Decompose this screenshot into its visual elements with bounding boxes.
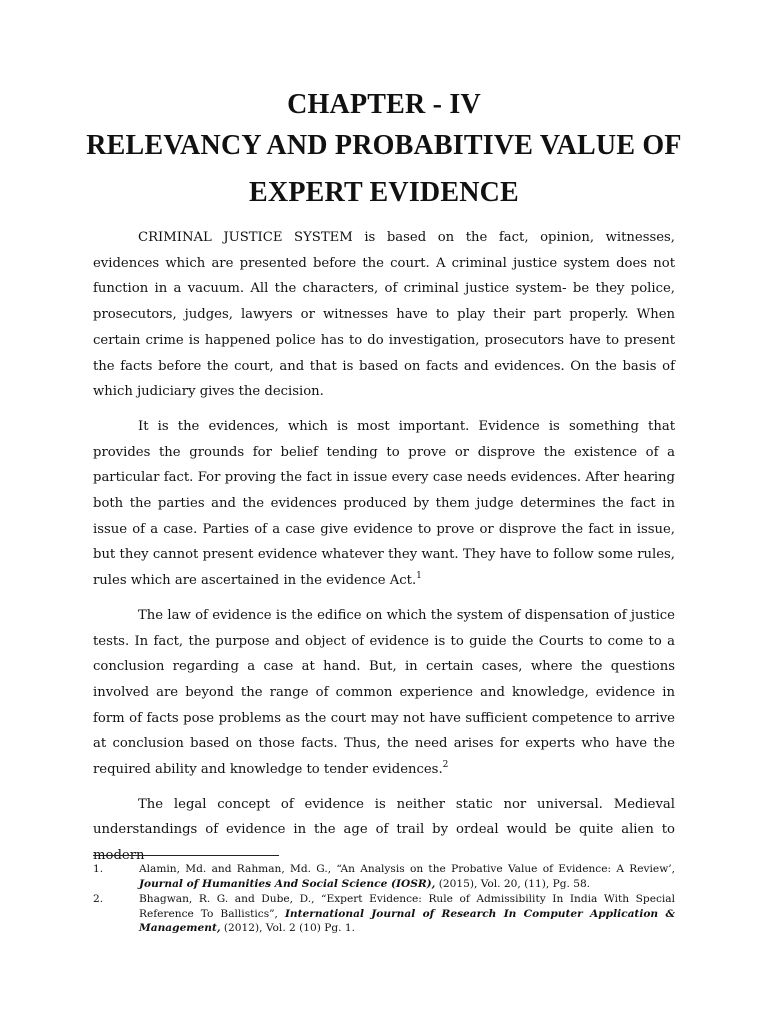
paragraph-text: It is the evidences, which is most important. Evidence is something that provides the grounds for belief tending to prove or disprove the existence of a particular fact. For proving the fact in issue every case needs evidences. After hearing both the parties and the evidences produced by them judge determines the fact in issue of a case. Parties of a case give evidence to prove or disprove the fact in issue, but they cannot present evidence whatever they want. They have to follow some rules, rules which are ascertained in the evidence Act. bbox=[93, 418, 675, 589]
body-text bbox=[93, 225, 675, 878]
paragraph-text: The law of evidence is the edifice on which the system of dispensation of justice tests. In fact, the purpose and object of evidence is to guide the Courts to come to a conclusion regarding a case at hand. But, in certain cases, where the questions involved are beyond the range of common experience and knowledge, evidence in form of facts pose problems as the court may not have sufficient competence to arrive at conclusion based on those facts. Thus, the need arises for experts who have the required ability and knowledge to tender evidences. bbox=[93, 607, 675, 778]
footnote-2 bbox=[93, 892, 675, 936]
footnote-journal: International Journal of Research In Computer Application & Management, bbox=[139, 907, 676, 934]
footnote-text bbox=[139, 862, 675, 891]
paragraph-4 bbox=[93, 792, 675, 869]
footnotes bbox=[93, 862, 675, 937]
footnote-1 bbox=[93, 862, 675, 891]
paragraph-text: The legal concept of evidence is neither static nor universal. Medieval understandings of evidence in the age of trail by ordeal would be quite alien to modern bbox=[93, 796, 675, 864]
footnote-details: (2015), Vol. 20, (11), Pg. 58. bbox=[435, 877, 591, 890]
paragraph-text: CRIMINAL JUSTICE SYSTEM is based on the fact, opinion, witnesses, evidences which are presented before the court. A criminal justice system does not function in a vacuum. All the characters, of criminal justice system- be they police, prosecutors, judges, lawyers or witnesses have to play their part properly. When certain crime is happened police has to do investigation, prosecutors have to present the facts before the court, and that is based on facts and evidences. On the basis of which judiciary gives the decision. bbox=[93, 230, 675, 400]
chapter-number: CHAPTER - IV bbox=[287, 89, 481, 120]
chapter-title-line-2: EXPERT EVIDENCE bbox=[249, 177, 519, 208]
chapter-heading bbox=[0, 84, 768, 213]
footnote-ref-2[interactable]: 2 bbox=[442, 760, 449, 771]
footnote-number: 1. bbox=[93, 863, 104, 875]
paragraph-2 bbox=[93, 414, 675, 594]
paragraph-1 bbox=[93, 225, 675, 405]
footnote-journal: Journal of Humanities And Social Science (IOSR), bbox=[139, 877, 436, 890]
footnote-authors: Bhagwan, R. G. and Dube, D., “Expert Evidence: Rule of Admissibility In India With Special Reference To Ballistics”, bbox=[139, 893, 675, 920]
footnote-details: (2012), Vol. 2 (10) Pg. 1. bbox=[220, 922, 356, 934]
chapter-title-line-1: RELEVANCY AND PROBABITIVE VALUE OF bbox=[86, 130, 682, 161]
footnote-divider bbox=[93, 855, 279, 856]
footnote-authors: Alamin, Md. and Rahman, Md. G., “An Analysis on the Probative Value of Evidence: A Review’, bbox=[139, 863, 675, 875]
paragraph-3 bbox=[93, 603, 675, 783]
footnote-number: 2. bbox=[93, 893, 104, 905]
footnote-text bbox=[139, 892, 675, 936]
footnote-ref-1[interactable]: 1 bbox=[416, 571, 422, 582]
